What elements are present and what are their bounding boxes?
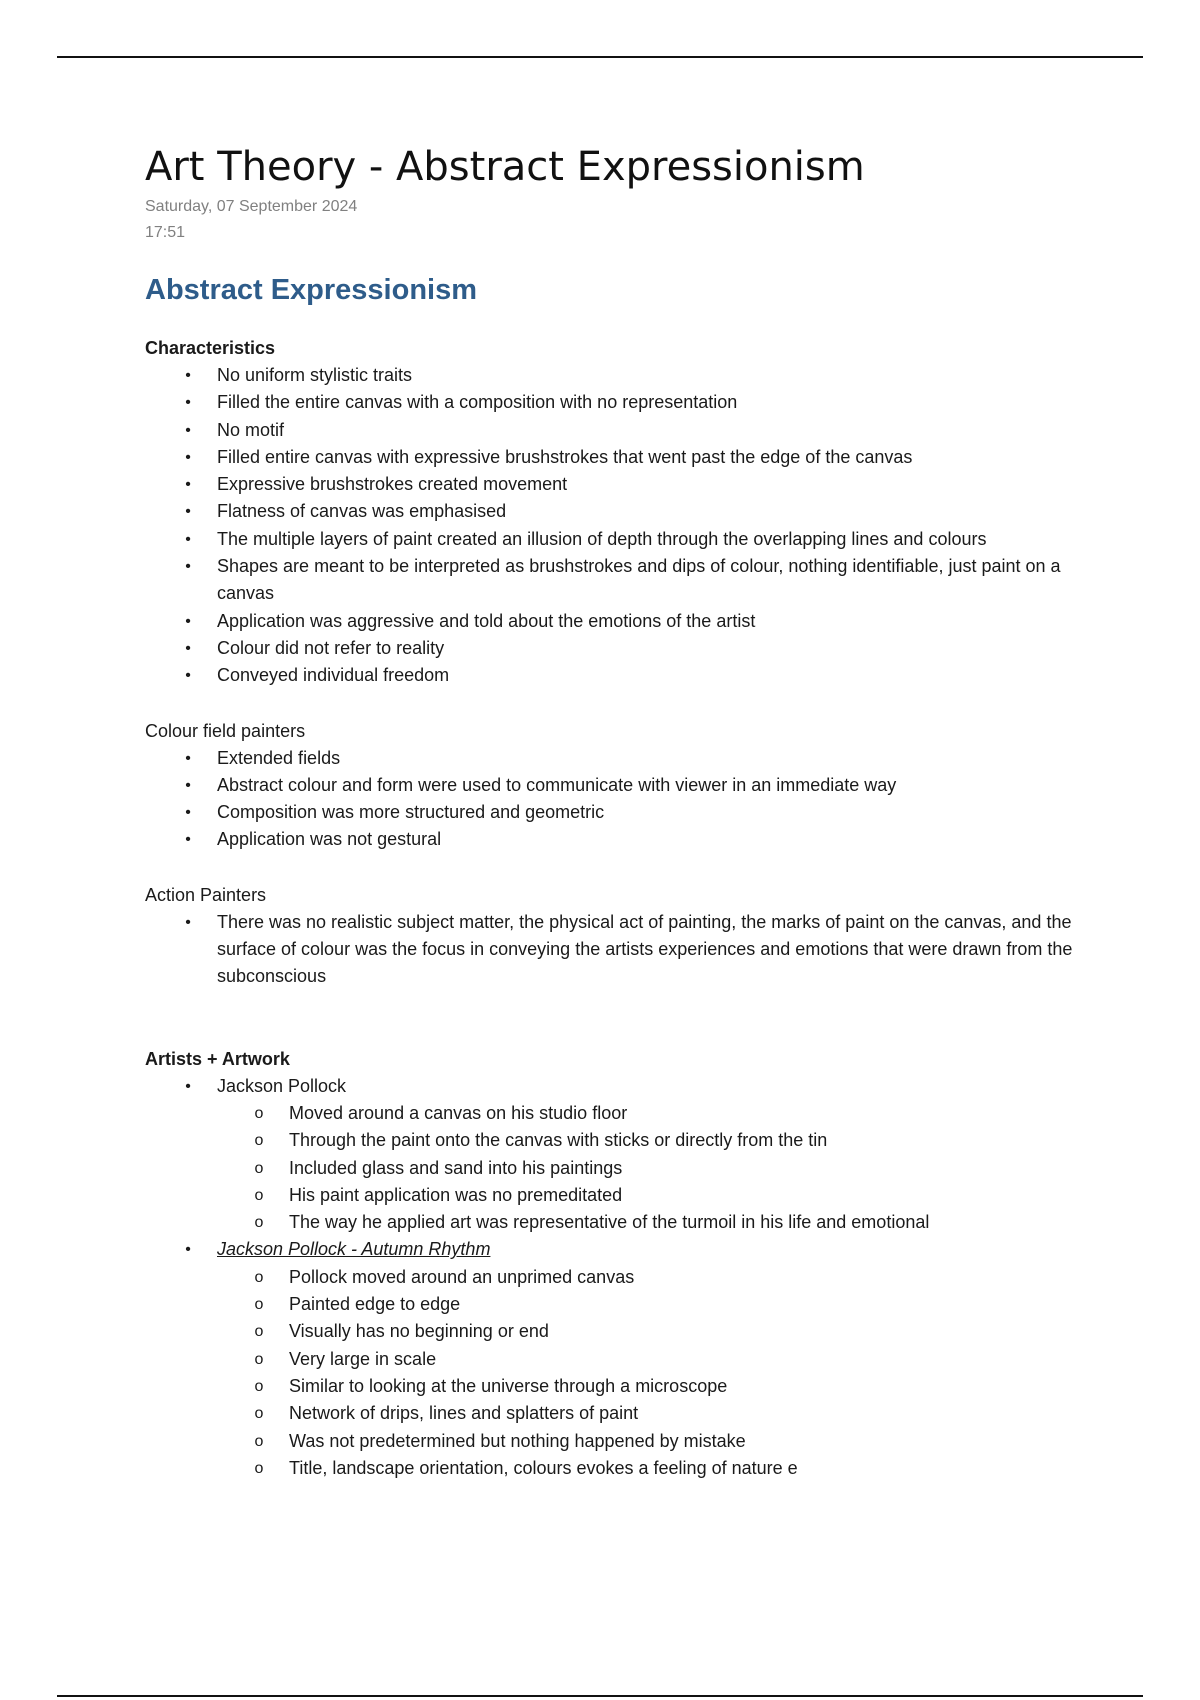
list-item-text: No uniform stylistic traits (217, 365, 413, 385)
bullet-icon: • (185, 1077, 191, 1095)
list-item-text: Abstract colour and form were used to communicate with viewer in an immediate way (217, 774, 897, 795)
list-item (145, 1236, 1105, 1482)
list-item (145, 826, 1105, 853)
list-item (145, 1127, 1105, 1154)
list-item-text: Filled the entire canvas with a composition with no representation (217, 392, 738, 413)
colour-field-list (145, 745, 1105, 854)
list-item-text: Network of drips, lines and splatters of paint (289, 1403, 639, 1424)
list-item-text: Moved around a canvas on his studio floor (289, 1102, 628, 1123)
colour-field-section (145, 717, 1105, 854)
list-item-text: Shapes are meant to be interpreted as brushstrokes and dips of colour, nothing identifiable, just paint on a canvas (217, 556, 1061, 604)
sub-bullet-icon: o (254, 1350, 264, 1368)
list-item (145, 1209, 1105, 1236)
list-item (145, 745, 1105, 772)
bullet-icon: • (185, 913, 191, 931)
list-item-text: Was not predetermined but nothing happened by mistake (289, 1430, 746, 1451)
artists-section (145, 1045, 1105, 1482)
list-item (145, 526, 1105, 553)
list-item-text: Very large in scale (289, 1348, 437, 1369)
bullet-icon: • (185, 394, 191, 412)
list-item (145, 362, 1105, 389)
sub-bullet-icon: o (254, 1132, 264, 1150)
pollock-sublist (217, 1100, 1105, 1236)
bullet-icon: • (185, 804, 191, 822)
list-item-text: Expressive brushstrokes created movement (217, 474, 568, 495)
list-item (145, 1155, 1105, 1182)
section-heading: Abstract Expressionism (145, 274, 478, 306)
bullet-icon: • (185, 749, 191, 767)
pollock-name: Jackson Pollock (217, 1075, 347, 1096)
list-item (145, 608, 1105, 635)
list-item-text: Conveyed individual freedom (217, 665, 450, 686)
autumn-rhythm-sublist (217, 1264, 1105, 1482)
list-item (145, 1100, 1105, 1127)
action-painters-section (145, 881, 1105, 991)
list-item (145, 772, 1105, 799)
sub-bullet-icon: o (254, 1377, 264, 1395)
page-time: 17:51 (145, 224, 186, 241)
list-item (145, 1428, 1105, 1455)
bullet-icon: • (185, 776, 191, 794)
bullet-icon: • (185, 667, 191, 685)
artists-label: Artists + Artwork (145, 1048, 290, 1069)
sub-bullet-icon: o (254, 1214, 264, 1232)
list-item-text: Composition was more structured and geometric (217, 802, 605, 823)
sub-bullet-icon: o (254, 1104, 264, 1122)
sub-bullet-icon: o (254, 1296, 264, 1314)
bullet-icon: • (185, 530, 191, 548)
action-painters-list (145, 909, 1105, 991)
list-item-text: Pollock moved around an unprimed canvas (289, 1266, 635, 1287)
bullet-icon: • (185, 421, 191, 439)
list-item (145, 1318, 1105, 1345)
bullet-icon: • (185, 367, 191, 384)
list-item (145, 1182, 1105, 1209)
characteristics-list (145, 362, 1105, 690)
list-item (145, 662, 1105, 689)
list-item (145, 498, 1105, 525)
list-item-text: Through the paint onto the canvas with sticks or directly from the tin (289, 1130, 828, 1151)
sub-bullet-icon: o (254, 1405, 264, 1423)
bullet-icon: • (185, 831, 191, 849)
list-item-text: Included glass and sand into his paintings (289, 1157, 623, 1178)
list-item-text: The multiple layers of paint created an illusion of depth through the overlapping lines and colours (217, 528, 987, 549)
characteristics-section (145, 334, 1105, 690)
bullet-icon: • (185, 558, 191, 576)
top-page-rule (57, 56, 1143, 58)
list-item-text: Painted edge to edge (289, 1294, 461, 1315)
page-date: Saturday, 07 September 2024 (145, 198, 358, 215)
artists-list (145, 1073, 1105, 1482)
list-item (145, 1073, 1105, 1237)
list-item-text: Colour did not refer to reality (217, 637, 445, 658)
bullet-icon: • (185, 612, 191, 630)
list-item (145, 909, 1105, 991)
bullet-icon: • (185, 639, 191, 657)
list-item (145, 1455, 1105, 1482)
sub-bullet-icon: o (254, 1432, 264, 1450)
list-item-text: Application was not gestural (217, 829, 442, 850)
sub-bullet-icon: o (254, 1186, 264, 1204)
list-item-text: Extended fields (217, 747, 341, 768)
list-item (145, 553, 1105, 608)
list-item-text: Title, landscape orientation, colours evokes a feeling of nature e (289, 1457, 798, 1478)
colour-field-label: Colour field painters (145, 720, 306, 741)
list-item-text: Flatness of canvas was emphasised (217, 501, 507, 522)
list-item (145, 471, 1105, 498)
sub-bullet-icon: o (254, 1323, 264, 1341)
list-item (145, 1264, 1105, 1291)
bullet-icon: • (185, 503, 191, 521)
list-item (145, 1291, 1105, 1318)
sub-bullet-icon: o (254, 1459, 264, 1477)
list-item-text: Similar to looking at the universe through a microscope (289, 1375, 728, 1396)
list-item (145, 417, 1105, 444)
autumn-rhythm-link[interactable]: Jackson Pollock - Autumn Rhythm (217, 1239, 491, 1260)
list-item-text: No motif (217, 419, 285, 440)
list-item-text: The way he applied art was representative of the turmoil in his life and emotional (289, 1212, 930, 1233)
characteristics-label: Characteristics (145, 338, 276, 358)
sub-bullet-icon: o (254, 1159, 264, 1177)
list-item (145, 799, 1105, 826)
list-item (145, 444, 1105, 471)
list-item (145, 389, 1105, 416)
bullet-icon: • (185, 476, 191, 494)
bottom-page-rule (57, 1695, 1143, 1697)
list-item-text: His paint application was no premeditated (289, 1184, 623, 1205)
bullet-icon: • (185, 448, 191, 466)
list-item (145, 635, 1105, 662)
list-item-text: There was no realistic subject matter, the physical act of painting, the marks of paint on the canvas, and the surface of colour was the focus in conveying the artists experiences and emotions that were drawn from the subconscious (217, 911, 1073, 987)
sub-bullet-icon: o (254, 1268, 264, 1286)
page-title: Art Theory - Abstract Expressionism (145, 144, 865, 190)
list-item-text: Filled entire canvas with expressive brushstrokes that went past the edge of the canvas (217, 446, 913, 467)
note-page (145, 140, 1105, 1482)
list-item-text: Application was aggressive and told about the emotions of the artist (217, 610, 756, 631)
list-item (145, 1346, 1105, 1373)
list-item (145, 1373, 1105, 1400)
action-painters-label: Action Painters (145, 884, 267, 905)
list-item (145, 1400, 1105, 1427)
list-item-text: Visually has no beginning or end (289, 1321, 549, 1342)
bullet-icon: • (185, 1241, 191, 1259)
